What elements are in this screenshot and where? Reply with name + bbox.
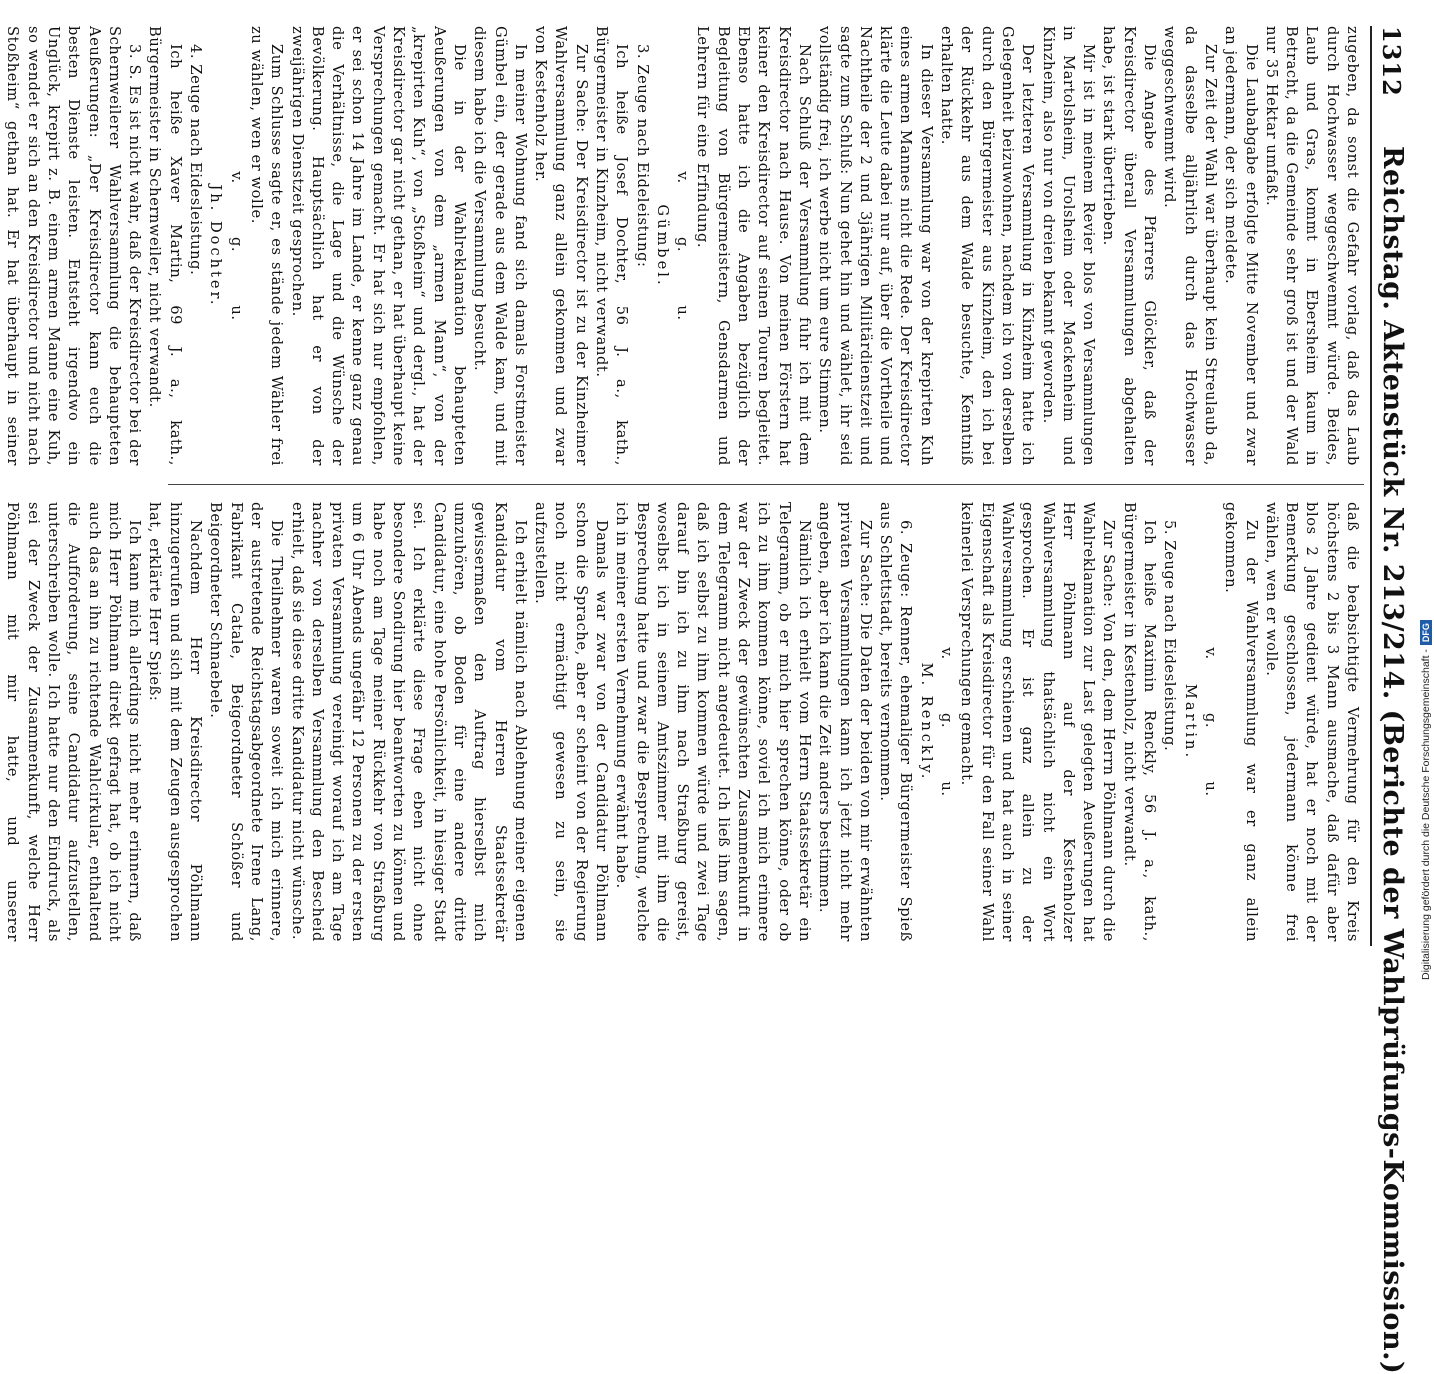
attestation-vgu: v. g. u. xyxy=(1201,647,1219,797)
paragraph: Die Laubabgabe erfolgte Mitte November und zwar an jedermann, der sich meldete. xyxy=(1222,26,1260,466)
paragraph: Ich heiße Xaver Martin, 69 J. a., kath., Bürgermeister in Schernweiler, nicht verwandt. xyxy=(146,26,184,466)
paragraph: Zu der Wahlversammlung war er ganz allein gekommen. xyxy=(1222,502,1260,942)
header-rule xyxy=(1370,26,1372,946)
paragraph: 6. Zeuge: Renner, ehemaliger Bürgermeister Spieß aus Schlettstadt, bereits vernommen. xyxy=(877,502,915,942)
right-column xyxy=(0,502,1362,942)
paragraph: daß die beabsichtigte Vermehrung für den Kreis höchstens 2 bis 3 Mann ausmache, daß dafür aber blos 2 Jahre gedient würde, hat er noch mit der Bemerkung geschlossen, jedermann könne frei wählen, wen er wolle. xyxy=(1262,502,1361,942)
paragraph: Die Theilnehmer waren soweit ich mich erinnere, der austretende Reichstagsabgeordnete Irene Lang, Fabrikant Catale, Beigeordneter Schößer und Beigeordneter Schnaebele. xyxy=(207,502,286,942)
newspaper-page xyxy=(4,26,1412,1374)
paragraph: In meiner Wohnung fand sich damals Forstmeister Gümbel ein, der gerade aus dem Walde kam, und mit diesem habe ich die Versammlung besucht. xyxy=(471,26,529,466)
paragraph: Die in der Wahlreklamation behaupteten Aeußerungen von dem „armen Mann“, von der „krepirten Kuh“, von „Stoßheim“ und dergl., hat der Kreisdirector gar nicht gethan, er hat überhaupt keine Versprechungen gemacht. Er hat sich nur empfohlen, er sei schon 14 Jahre im Lande, er kenne ganz genau die Verhältnisse, die Lage und die Wünsche der Bevölkerung. Hauptsächlich hat er von der zweijährigen Dienstzeit gesprochen. xyxy=(288,26,468,466)
page-number: 1312 xyxy=(1377,26,1406,97)
column-divider xyxy=(168,484,1364,485)
paragraph: Zur Sache: Der Kreisdirector ist zu der Kinzheimer Wahlversammlung ganz allein gekommen und zwar von Kestenholz her. xyxy=(532,26,590,466)
paragraph: 5. Zeuge nach Eidesleistung. xyxy=(1161,520,1179,752)
paragraph: Nämlich ich erhielt vom Herrn Staatssekretär ein Telegramm, ob er mich hier sprechen könne, oder ob ich zu ihm kommen könne, soviel ich mich erinnere war der Zweck der gewünschten Zusammenkunft in dem Telegramm nicht angedeutet. Ich ließ ihm sagen, daß ich selbst zu ihm kommen würde und zwei Tage darauf bin ich zu ihm nach Straßburg gereist, woselbst ich in seinem Amtszimmer mit ihm die Besprechung hatte und zwar die Besprechung, welche ich in meiner ersten Vernehmung erwähnt habe. xyxy=(613,502,813,942)
paragraph: Zur Sache: Von den, dem Herrn Pöhlmann durch die Wahlreklamation zur Last gelegten Aeußerungen hat Herr Pöhlmann auf der Kestenholzer Wahlversammlung thatsächlich nicht ein Wort gesprochen. Er ist ganz allein zu der Wahlversammlung erschienen und hat auch in seiner Eigenschaft als Kreisdirector für den Fall seiner Wahl keinerlei Versprechungen gemacht. xyxy=(958,502,1118,942)
paragraph: Zum Schlusse sagte er, es stände jedem Wähler frei zu wählen, wen er wolle. xyxy=(247,26,286,466)
paragraph: In dieser Versammlung war von der krepirten Kuh eines armen Mannes nicht die Rede. Der Kreisdirector klärte die Leute dabei nur auf, über die Vortheile und Nachtheile der 2 und 3jährigen Militärdienstzeit und sagte zum Schluß: Nun gehet hin und wählet, ihr seid vollständig frei, ich werbe nicht um eure Stimmen. xyxy=(816,26,935,466)
paragraph: Damals war zwar von der Candidatur Pöhlmann schon die Sprache, aber er scheint von der Regierung noch nicht ermächtigt gewesen zu sein, sie aufzustellen. xyxy=(532,502,611,942)
paragraph: Die Angabe des Pfarrers Glöckler, daß der Kreisdirector überall Versammlungen abgehalten habe, ist stark übertrieben. xyxy=(1100,26,1159,466)
signature: Gümbel. xyxy=(653,204,671,288)
left-column xyxy=(0,26,1362,466)
page-title: Reichstag. Aktenstück Nr. 213/214. (Berichte der Wahlprüfungs-Kommission.) xyxy=(1377,146,1408,1374)
attestation-vgu: v. g. u. xyxy=(674,171,692,321)
paragraph: Nach Schluß der Versammlung fuhr ich mit dem Kreisdirector nach Hause. Von meinen Förstern hat keiner den Kreisdirector auf seinen Touren begleitet. Ebenso hatte ich die Angaben bezüglich der Begleitung von Bürgermeistern, Gensdarmen und Lehrern für eine Erfindung. xyxy=(694,26,813,466)
signature: M. Renckly. xyxy=(917,662,935,782)
paragraph: 3. S. Es ist nicht wahr, daß der Kreisdirector bei der Schernweilerer Wahlversammlung die behaupteten Aeußerungen: „Der Kreisdirector kann euch die besten Dienste leisten. Entsteht irgendwo ein Unglück, krepirt z. B. einem armen Manne eine Kuh, so wendet er sich an den Kreisdirector und nicht nach Stoßheim“ gethan hat. Er hat überhaupt in seiner xyxy=(4,26,144,466)
paragraph: Ich heiße Josef Dochter, 56 J. a., kath., Bürgermeister in Kinzheim, nicht verwandt. xyxy=(593,26,631,466)
attestation-vgu: v. g. u. xyxy=(227,171,245,321)
page-header xyxy=(1372,26,1412,1374)
paragraph: 3. Zeuge nach Eideleistung: xyxy=(633,44,651,268)
signature: Jh. Dochter. xyxy=(207,184,225,308)
signature: Martin. xyxy=(1181,683,1199,761)
paragraph: Nachdem Herr Kreisdirector Pöhlmann hinzugerufen und sich mit dem Zeugen ausgesprochen hat, erklärte Herr Spieß: xyxy=(146,502,205,942)
digitization-credit xyxy=(1420,620,1432,980)
credit-text: Digitalisierung gefördert durch die Deutsche Forschungsgemeinschaft - xyxy=(1420,649,1432,980)
dfg-logo: DFG xyxy=(1420,620,1432,645)
paragraph: Zur Zeit der Wahl war überhaupt kein Streulaub da, da dasselbe alljährlich durch das Hochwasser weggeschwemmt wird. xyxy=(1161,26,1219,466)
paragraph: Zur Sache: Die Daten der beiden von mir erwähnten privaten Versammlungen kann ich jetzt nicht mehr angeben, aber ich kann die Zeit anders bestimmen. xyxy=(816,502,874,942)
paragraph: Mir ist in meinem Revier blos von Versammlungen in Martolsheim, Urolsheim oder Mackenheim und Kinzheim, also nur von dreien bekannt geworden. xyxy=(1039,26,1098,466)
paragraph: Ich erhielt nämlich nach Ablehnung meiner eigenen Kandidatur vom Herren Staatssekretär gewissermaßen den Auftrag hierselbst mich umzuhören, ob Boden für eine andere dritte Candidatur, eine hohe Persönlichkeit, in hiesiger Stadt sei. Ich erklärte diese Frage eben nicht ohne besondere Sondirung hier beantworten zu können und habe noch am Tage meiner Rückkehr von Straßburg um 6 Uhr Abends ungefähr 12 Personen zu der ersten privaten Versammlung vereinigt worauf ich am Tage nachher von derselben Versammlung den Bescheid erhielt, daß sie diese dritte Kandidatur nicht wünsche. xyxy=(288,502,529,942)
paragraph: Ich kann mich allerdings nicht mehr erinnern, daß mich Herr Pöhlmann direkt gefragt hat, ob ich nicht auch das an ihn zu richtende Wahlcirkular, enthaltend die Aufforderung, seine Candidatur aufzustellen, unterschreiben wolle. Ich hatte nur den Eindruck, als sei der Zweck der Zusammenkunft, welche Herr Pöhlmann mit mir hatte, und unserer xyxy=(4,502,144,942)
attestation-vgu: v. g. u. xyxy=(938,647,956,797)
paragraph: Der letzteren Versammlung in Kinzheim hatte ich Gelegenheit beizuwohnen, nachdem ich von derselben durch den Bürgermeister aus Kinzheim, den ich bei der Rückkehr aus dem Walde besuchte, Kenntniß erhalten hatte. xyxy=(938,26,1037,466)
paragraph: 4. Zeuge nach Eidesleistung. xyxy=(187,44,205,276)
paragraph: Ich heiße Maximin Renckly, 56 J. a., kath., Bürgermeister in Kestenholz, nicht verwandt. xyxy=(1120,502,1159,942)
paragraph: zugeben, da sonst die Gefahr vorlag, daß das Laub durch Hochwasser weggeschwemmt würde. Beides, Laub und Gras, kommt in Ebersheim kaum in Betracht, da die Gemeinde sehr groß ist und der Wald nur 35 Hektar umfaßt. xyxy=(1262,26,1361,466)
